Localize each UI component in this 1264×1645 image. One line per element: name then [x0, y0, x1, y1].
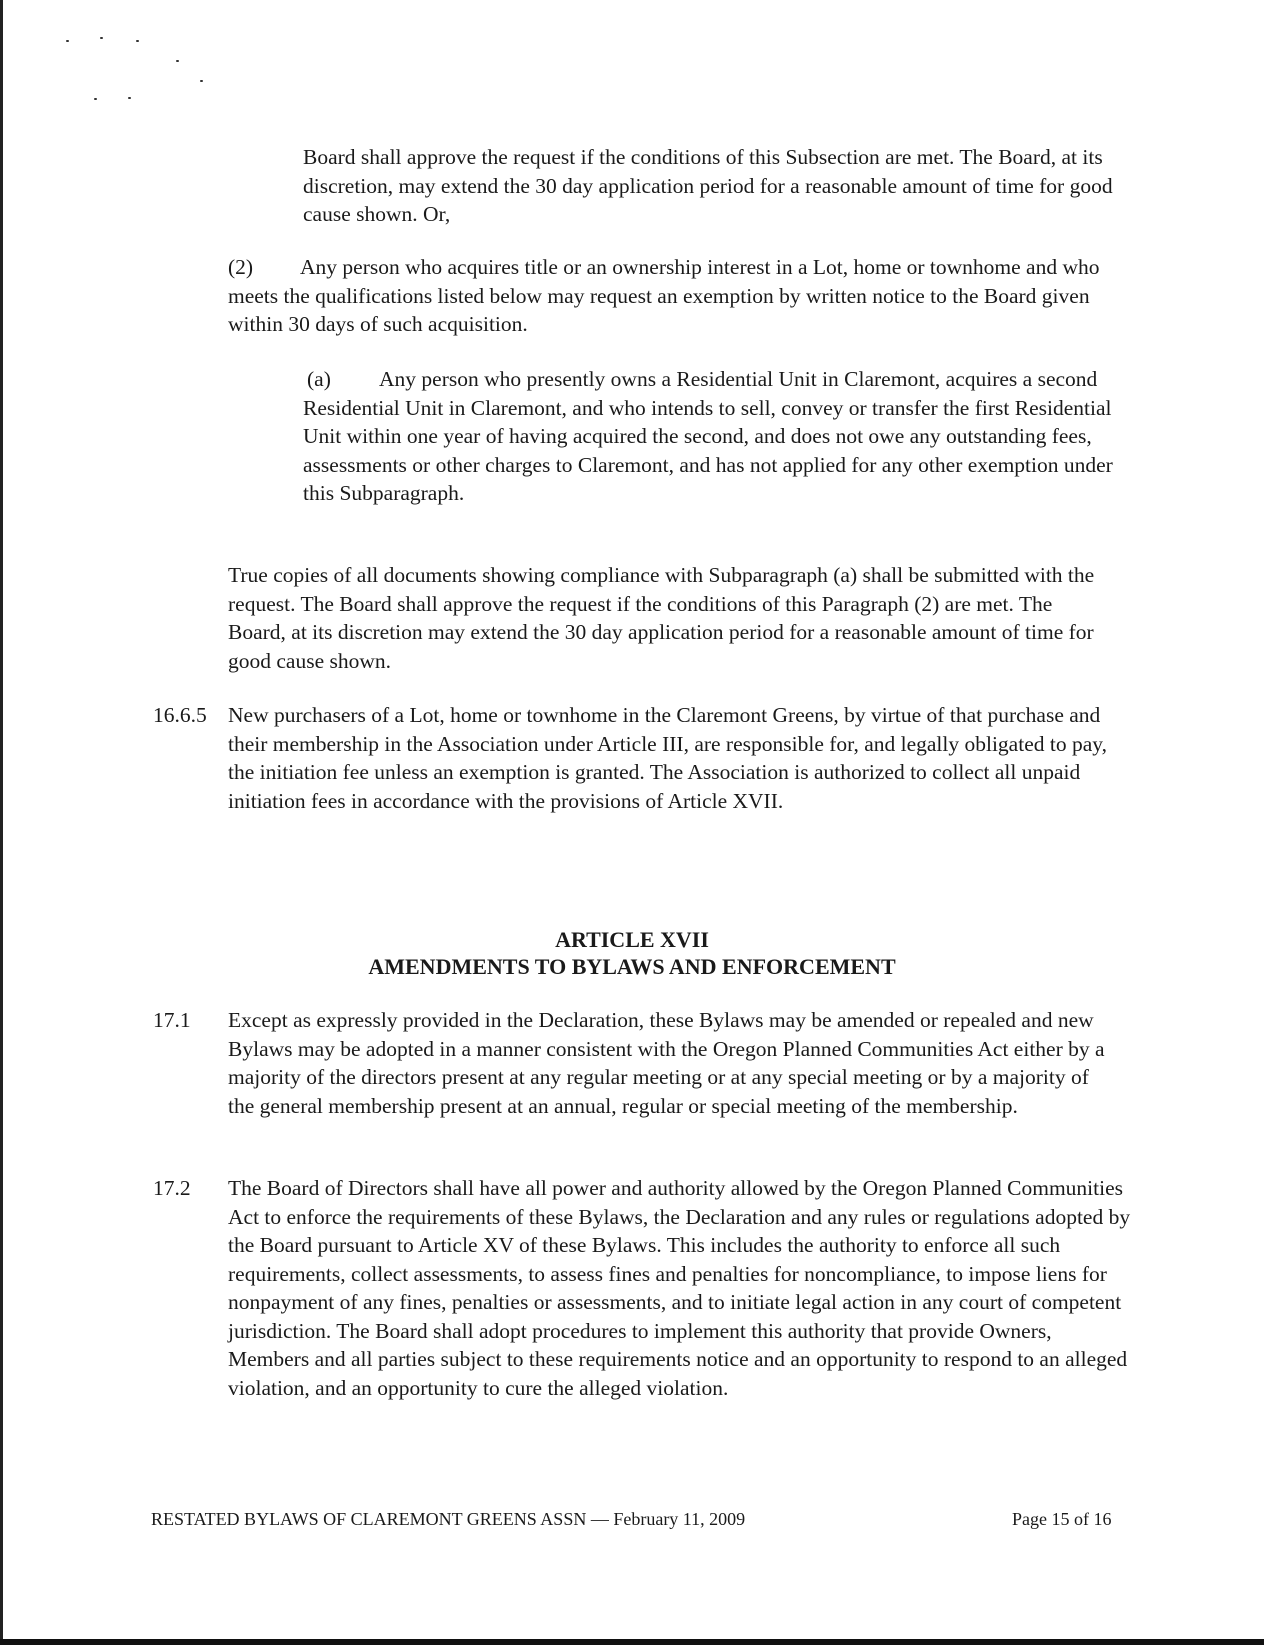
footer-page-number: Page 15 of 16 [1012, 1509, 1112, 1529]
paragraph-2 [228, 253, 1108, 339]
section-16-6-5-text: New purchasers of a Lot, home or townhome in the Claremont Greens, by virtue of that purchase and their membership in the Association under Article III, are responsible for, and legally obligated to pay, the initiation fee unless an exemption is granted. The Association is authorized to collect all unpaid initiation fees in accordance with the provisions of Article XVII. [228, 703, 1107, 813]
scan-speck [136, 40, 139, 42]
scan-speck [100, 37, 103, 39]
scan-speck [176, 60, 179, 62]
section-16-6-5-number: 16.6.5 [153, 703, 207, 727]
subsection-1-continuation: Board shall approve the request if the conditions of this Subsection are met. The Board, at its discretion, may extend the 30 day application period for a reasonable amount of time for good cause shown. Or, [303, 145, 1113, 226]
subparagraph-a [303, 365, 1135, 508]
section-16-6-5 [153, 701, 1113, 815]
scan-speck [200, 80, 203, 82]
scan-speck [128, 97, 131, 99]
subparagraph-a-text: Any person who presently owns a Residential Unit in Claremont, acquires a second Residential Unit in Claremont, and who intends to sell, convey or transfer the first Residential Unit within one year of having acquired the second, and does not owe any outstanding fees, assessments or other charges to Claremont, and has not applied for any other exemption under this Subparagraph. [303, 367, 1113, 505]
section-17-1 [153, 1006, 1113, 1120]
true-copies-paragraph: True copies of all documents showing compliance with Subparagraph (a) shall be submitted with the request. The Board shall approve the request if the conditions of this Paragraph (2) are met. The Board, at its discretion may extend the 30 day application period for a reasonable amount of time for good cause shown. [228, 563, 1095, 673]
section-17-2 [153, 1174, 1133, 1402]
scan-bottom-edge [0, 1639, 1264, 1645]
paragraph-2-text: Any person who acquires title or an ownership interest in a Lot, home or townhome and who meets the qualifications listed below may request an exemption by written notice to the Board given within 30 days of such acquisition. [228, 255, 1100, 336]
article-number-heading: ARTICLE XVII [555, 927, 709, 952]
section-17-2-text: The Board of Directors shall have all power and authority allowed by the Oregon Planned Communities Act to enforce the requirements of these Bylaws, the Declaration and any rules or regulations adopted by the Board pursuant to Article XV of these Bylaws. This includes the authority to enforce all such requirements, collect assessments, to assess fines and penalties for noncompliance, to impose liens for nonpayment of any fines, penalties or assessments, and to initiate legal action in any court of competent jurisdiction. The Board shall adopt procedures to implement this authority that provide Owners, Members and all parties subject to these requirements notice and an opportunity to respond to an alleged violation, and an opportunity to cure the alleged violation. [228, 1176, 1131, 1400]
article-title-heading: AMENDMENTS TO BYLAWS AND ENFORCEMENT [368, 954, 896, 979]
section-17-1-number: 17.1 [153, 1008, 191, 1032]
footer-title: RESTATED BYLAWS OF CLAREMONT GREENS ASSN — February 11, 2009 [151, 1509, 746, 1529]
section-17-1-text: Except as expressly provided in the Declaration, these Bylaws may be amended or repealed and new Bylaws may be adopted in a manner consistent with the Oregon Planned Communities Act either by a majority of the directors present at any regular meeting or at any special meeting or by a majority of the general membership present at an annual, regular or special meeting of the membership. [228, 1008, 1105, 1118]
scan-speck [66, 40, 69, 42]
subparagraph-a-number: (a) [307, 367, 331, 391]
scan-left-edge [0, 0, 3, 1645]
paragraph-2-number: (2) [228, 255, 254, 279]
scan-speck [94, 98, 97, 100]
section-17-2-number: 17.2 [153, 1176, 191, 1200]
